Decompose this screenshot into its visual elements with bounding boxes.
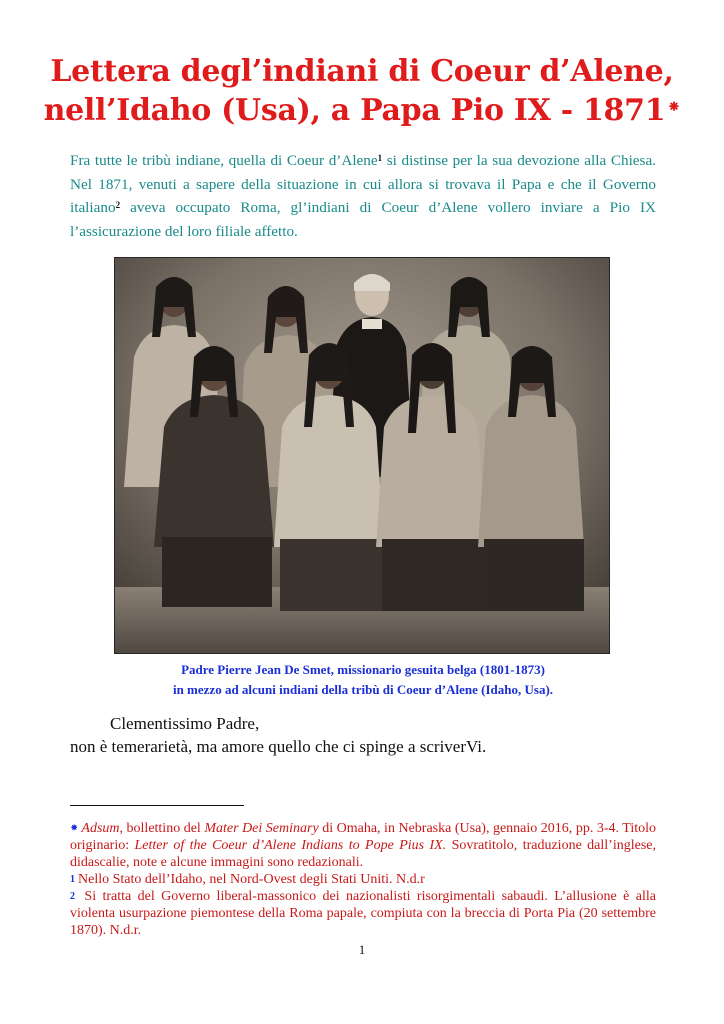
- intro-text-2: si distinse per la sua devozione alla Chiesa. Nel 1871, venuti a sapere della situazione in cui allora si trovava il Papa e che il Governo italiano: [70, 152, 656, 216]
- footnote-mark-1: 1: [70, 874, 75, 885]
- footnote-2: [70, 888, 656, 939]
- photo-caption: [70, 660, 656, 700]
- footnote-mark-2: 2: [70, 891, 75, 902]
- intro-text-3: aveva occupato Roma, gl’indiani di Coeur d’Alene vollero inviare a Pio IX l’assicurazione del loro filiale affetto.: [70, 199, 656, 240]
- title-line-1: Lettera degl’indiani di Coeur d’Alene,: [50, 54, 674, 89]
- caption-line-1: Padre Pierre Jean De Smet, missionario gesuita belga (1801-1873): [181, 662, 545, 677]
- title-footnote-mark: ⁕: [667, 97, 681, 116]
- footnote-2-text: Si tratta del Governo liberal-massonico dei nazionalisti risorgimentali sabaudi. L’allusione è alla violenta usurpazione piemontese della Roma papale, compiuta con la breccia di Porta Pia (20 settembre 1870). N.d.r.: [70, 889, 656, 938]
- footnote-1: [70, 871, 656, 888]
- page-number: 1: [358, 942, 366, 957]
- footnote-source-seminary: Mater Dei Seminary: [204, 821, 319, 836]
- page-title: [40, 52, 684, 130]
- footnote-source: [70, 820, 656, 871]
- caption-line-2: in mezzo ad alcuni indiani della tribù di Coeur d’Alene (Idaho, Usa).: [172, 682, 554, 697]
- footnote-source-title: Adsum: [81, 821, 120, 836]
- footnote-source-original-title: Letter of the Coeur d’Alene Indians to Pope Pius IX.: [134, 838, 447, 853]
- footnote-separator: [70, 805, 244, 806]
- intro-paragraph: [70, 149, 656, 243]
- footnote-mark-asterism: ⁕: [70, 823, 79, 834]
- intro-text-1: Fra tutte le tribù indiane, quella di Coeur d’Alene: [70, 152, 378, 169]
- title-line-2: nell’Idaho (Usa), a Papa Pio IX - 1871: [43, 93, 666, 128]
- footnote-source-text-3: Sovratitolo, traduzione dall’inglese, didascalie, note e alcune immagini sono redazionali.: [70, 838, 656, 870]
- footnote-ref-2: 2: [115, 200, 121, 210]
- footnote-ref-1: 1: [377, 153, 383, 163]
- footnote-1-text: Nello Stato dell’Idaho, nel Nord-Ovest degli Stati Uniti. N.d.r: [78, 872, 425, 887]
- historical-group-photo: [114, 257, 610, 654]
- letter-first-line: non è temerarietà, ma amore quello che ci spinge a scriverVi.: [70, 737, 487, 756]
- footnote-source-text-2: di Omaha, in Nebraska (Usa), gennaio 2016, pp. 3-4. Titolo originario:: [70, 821, 656, 853]
- photo-illustration: [114, 257, 610, 654]
- letter-salutation: Clementissimo Padre,: [110, 714, 260, 733]
- footnote-source-text-1: , bollettino del: [119, 821, 205, 836]
